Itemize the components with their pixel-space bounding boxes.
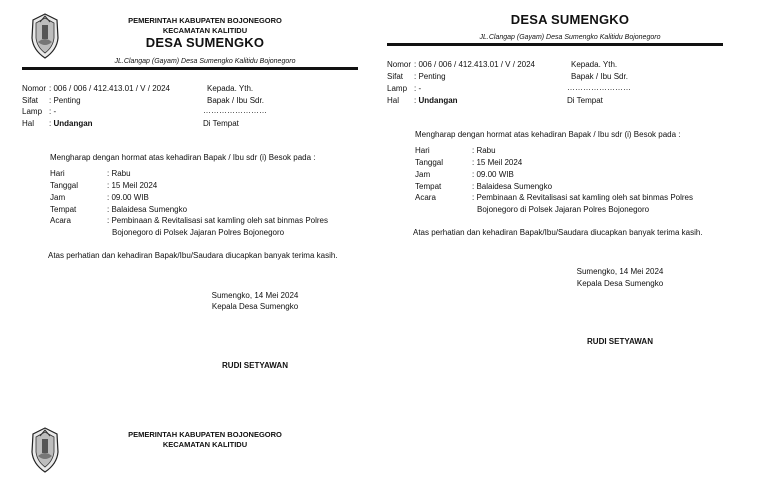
address-line: JL.Clangap (Gayam) Desa Sumengko Kalitidu Bojonegoro [479,34,661,41]
nomor-value: : 006 / 006 / 412.413.01 / V / 2024 [414,60,535,69]
acara-value-2: Bojonegoro di Polsek Jajaran Polres Bojonegoro [112,228,285,237]
sifat-label: Sifat [22,96,39,105]
lamp-label: Lamp [387,84,408,93]
hal-label: Hal [22,119,35,128]
jam-label: Jam [415,170,431,179]
acara-value-2: Bojonegoro di Polsek Jajaran Polres Bojonegoro [477,205,650,214]
sifat-value: : Penting [49,96,81,105]
hal-value: : Undangan [49,119,93,128]
recipient-line-2: Bapak / Ibu Sdr. [207,96,264,105]
tempat-value: : Balaidesa Sumengko [107,205,188,214]
recipient-line-3: …………………… [203,106,267,115]
lamp-label: Lamp [22,107,43,116]
header-rule [387,43,723,46]
signature-place-date: Sumengko, 14 Mei 2024 [211,291,299,300]
closing-text: Atas perhatian dan kehadiran Bapak/Ibu/Saudara diucapkan banyak terima kasih. [48,251,338,260]
acara-label: Acara [415,193,436,202]
tanggal-label: Tanggal [415,158,444,167]
government-line: PEMERINTAH KABUPATEN BOJONEGORO [128,16,282,25]
sifat-label: Sifat [387,72,404,81]
recipient-line-2: Bapak / Ibu Sdr. [571,72,628,81]
jam-value: : 09.00 WIB [472,170,514,179]
recipient-line-4: Di Tempat [567,96,603,105]
signature-place-date: Sumengko, 14 Mei 2024 [576,267,664,276]
acara-value-1: : Pembinaan & Revitalisasi sat kamling oleh sat binmas Polres [472,193,693,202]
signature-title: Kepala Desa Sumengko [211,302,299,311]
signature-name: RUDI SETYAWAN [222,361,288,370]
lamp-value: : - [414,84,422,93]
recipient-line-1: Kepada. Yth. [571,60,618,69]
hal-value: : Undangan [414,96,458,105]
district-line: KECAMATAN KALITIDU [162,440,248,449]
sifat-value: : Penting [414,72,446,81]
bojonegoro-crest-icon [28,12,62,60]
nomor-label: Nomor [387,60,412,69]
hari-value: : Rabu [472,146,496,155]
recipient-line-4: Di Tempat [203,119,239,128]
address-line: JL.Clangap (Gayam) Desa Sumengko Kalitidu Bojonegoro [114,58,296,65]
hari-value: : Rabu [107,169,131,178]
recipient-line-3: …………………… [567,83,631,92]
opening-text: Mengharap dengan hormat atas kehadiran Bapak / Ibu sdr (i) Besok pada : [50,153,316,162]
hari-label: Hari [415,146,430,155]
lamp-value: : - [49,107,57,116]
village-title: DESA SUMENGKO [145,35,265,50]
tempat-value: : Balaidesa Sumengko [472,182,553,191]
recipient-line-1: Kepada. Yth. [207,84,254,93]
signature-title: Kepala Desa Sumengko [576,279,664,288]
hal-label: Hal [387,96,400,105]
opening-text: Mengharap dengan hormat atas kehadiran Bapak / Ibu sdr (i) Besok pada : [415,130,681,139]
bojonegoro-crest-icon [28,426,62,474]
nomor-value: : 006 / 006 / 412.413.01 / V / 2024 [49,84,170,93]
tanggal-value: : 15 Meil 2024 [107,181,158,190]
tanggal-label: Tanggal [50,181,79,190]
signature-name: RUDI SETYAWAN [587,337,653,346]
tempat-label: Tempat [415,182,442,191]
closing-text: Atas perhatian dan kehadiran Bapak/Ibu/Saudara diucapkan banyak terima kasih. [413,228,703,237]
tempat-label: Tempat [50,205,77,214]
acara-label: Acara [50,216,71,225]
government-line: PEMERINTAH KABUPATEN BOJONEGORO [128,430,282,439]
hari-label: Hari [50,169,65,178]
acara-value-1: : Pembinaan & Revitalisasi sat kamling oleh sat binmas Polres [107,216,328,225]
jam-value: : 09.00 WIB [107,193,149,202]
village-title: DESA SUMENGKO [510,12,630,27]
header-rule [22,67,358,70]
district-line: KECAMATAN KALITIDU [162,26,248,35]
tanggal-value: : 15 Meil 2024 [472,158,523,167]
jam-label: Jam [50,193,66,202]
nomor-label: Nomor [22,84,47,93]
